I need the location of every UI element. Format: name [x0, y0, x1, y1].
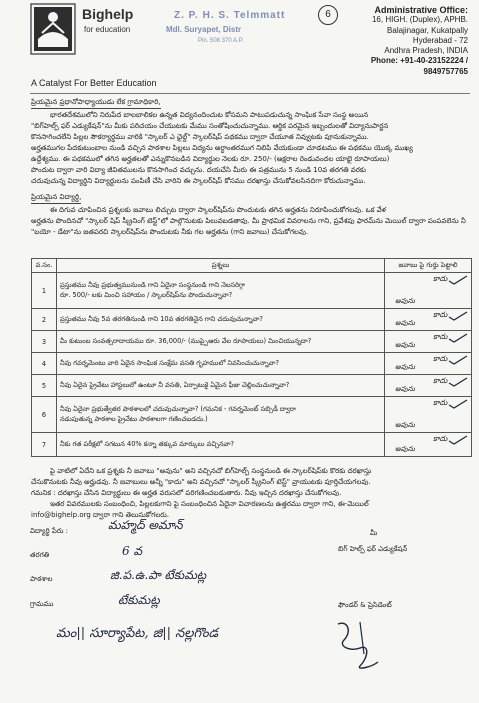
answer-cell[interactable] [385, 331, 472, 353]
table-row [32, 375, 472, 397]
question-line: మీ కుటుంబ సంవత్సరాదాయము రూ. 36,000/- (ముప్పైఆరు వేల రూపాయలు) మించియున్నదా? [60, 336, 312, 345]
col-header-number: వ.సం. [32, 259, 57, 273]
row-number: 5 [32, 375, 57, 397]
answer-no-marked: కాదు [433, 398, 448, 407]
question-line: నీకు గత పరీక్షలో సగటున 40% కన్నా తక్కువ మార్కులు వచ్చినవా? [60, 439, 235, 448]
answer-yes: అవును [395, 297, 415, 305]
answer-yes: అవును [395, 385, 415, 393]
salutation-student: ప్రియమైన విద్యార్థి, [31, 192, 81, 204]
table-row [32, 273, 472, 309]
answer-cell[interactable] [385, 353, 472, 375]
answer-yes: అవును [395, 421, 415, 429]
answer-yes: అవును [395, 445, 415, 453]
answer-yes: అవును [395, 341, 415, 349]
footer-text-line: చేసుకొనుటకు నీవు అర్హుడవు. నీ జవాబులు అన్నీ "కాదు" అని వచ్చినచో "స్కాలర్ స్క్రీనింగ్ టెస్ట్" వ్రాయుటకు పూర్తిచేయగలవు. [31, 478, 371, 486]
question-line: నీవు ఏదైనా ప్రభుత్వేతర పాఠశాలలో చదువుచున్నావా? (గమనిక - గవర్నమెంట్ సబ్సిడీ ద్వారా [60, 404, 296, 413]
admin-line-3: Hyderabad - 72 [412, 35, 468, 45]
col-header-answer: జవాబు పై గుర్తు పెట్టాలి [385, 259, 472, 273]
letter-para2-line: "బయో - డేటా"ను జతపరచి స్కాలర్‌షిప్‌ను పొందుటకు నీకు గల అర్హతను (గాని జవాబు) చేసుకోగలవు. [31, 228, 309, 236]
footer-text-line: గమనిక : దరఖాస్తు చేసిన విద్యార్థులు ఈ అర్హత వరుసలో పరిగణించబడుతారు. నీవు ఇచ్చిన దరఖాస్తు చేసుకోగలవు. [31, 489, 342, 497]
brand-name: Bighelp [82, 6, 134, 22]
row-number: 3 [32, 331, 57, 353]
admin-phone: Phone: +91-40-23152224 / 9849757765 [370, 56, 468, 76]
answer-no-marked: కాదు [433, 274, 448, 283]
question-line: ప్రస్తుతము నీవు 5వ తరగతినుండి గాని 10వ తరగతినైన గాని చదువుచున్నావా? [60, 314, 263, 323]
checkmark-icon [448, 377, 468, 387]
checkmark-icon [448, 311, 468, 321]
answer-no-marked: కాదు [433, 376, 448, 385]
stamp-line-2: Mdl. Suryapet, Distr [166, 25, 242, 34]
question-line: నీవు ఏదైన ప్రైవేటు హాస్టలులో ఉంటూ నీ వసతి, ఏర్పాటుకై ఏమైన ఫీజు చెల్లించుచున్నావా? [60, 380, 290, 389]
signoff-role: ఫౌండర్ & ప్రెసిడెంట్ [338, 601, 392, 609]
row-number: 2 [32, 309, 57, 331]
village-label: గ్రామము [30, 600, 54, 608]
table-header-row [32, 259, 472, 273]
answer-no-marked: కాదు [433, 310, 448, 319]
brand-subtitle: for education [84, 25, 131, 34]
salutation-headmaster: ప్రియమైన ప్రధానోపాధ్యాయుడు లేక గ్రామాధికారి, [31, 97, 161, 109]
letter-para1-line: కొనసాగించలేని పిల్లల సౌకర్యార్థము వారికి "స్కాలర్ ఎ ఛైల్డ్" స్కాలర్‌షిప్ పథకము ద్వారా చేయూత నివ్వుటకు పూనుకున్నాము. [31, 133, 369, 141]
signature-scribble [330, 614, 400, 674]
letter-para1-line: అర్హతముగల పేదకుటుంబాల నుండి వచ్చిన పాఠశాల పిల్లలు విద్యను అర్ధాంతరముగ నిలిపి వేయకుండా చూడటము ఈ పథకము యొక్క ముఖ్య [31, 144, 413, 152]
question-cell [57, 375, 385, 397]
checkmark-icon [448, 355, 468, 365]
school-stamp [162, 8, 314, 52]
bighelp-logo-icon [30, 3, 76, 55]
school-label: పాఠశాల [30, 575, 53, 583]
village-value[interactable]: టేకుమట్ల [118, 593, 160, 607]
question-line: రూ. 500/- లకు మించి సహాయం / స్కాలర్‌షిప్‌ను పొందుచున్నావా? [60, 290, 233, 299]
letter-para1-line: భారతదేశములోని నిరుపేద బాలబాలికల ఉన్నత విద్యనందించుట కోసమని పాటుపడుచున్న సాంఘిక సేవా సంస్థ అయిన [50, 111, 369, 119]
question-cell [57, 353, 385, 375]
answer-cell[interactable] [385, 397, 472, 433]
admin-line-2: Balajinagar, Kukatpally [387, 25, 468, 35]
student-name-value[interactable]: మహ్మద్ అమాన్ [108, 518, 183, 532]
header-divider [30, 93, 470, 94]
answer-yes: అవును [395, 363, 415, 371]
letter-para1-line: చదువుచున్న విద్యార్థిని విద్యార్థులను పంపిణీ చేసి వారిని ఈ స్కాలర్‌షిప్ కోసము దరఖాస్తు చేసుకోవలసినదిగా కోరుచున్నాము. [31, 177, 366, 185]
class-label: తరగతి [30, 551, 50, 559]
question-cell [57, 309, 385, 331]
checkmark-icon [448, 275, 468, 285]
col-header-question: ప్రశ్నలు [57, 259, 385, 273]
signoff-yours: మీ [370, 529, 378, 537]
tagline: A Catalyst For Better Education [31, 78, 157, 88]
answer-yes: అవును [395, 319, 415, 327]
question-line: నడుపుతున్న పాఠశాల ప్రైవేటు పాఠశాలగా గణించబడదు.) [60, 414, 208, 423]
table-row [32, 353, 472, 375]
question-cell [57, 397, 385, 433]
admin-line-4: Andhra Pradesh, INDIA [384, 46, 468, 56]
row-number: 4 [32, 353, 57, 375]
table-row [32, 309, 472, 331]
row-number: 6 [32, 397, 57, 433]
question-line: ప్రస్తుతము నీవు ప్రభుత్వమునుండి గాని ఏదైనా సంస్థనుండి గాని నెలసరిగ్గా [60, 280, 246, 289]
checkmark-icon [448, 399, 468, 409]
checkmark-icon [448, 333, 468, 343]
footer-text-line: పై వాటిలో ఏదేని ఒక ప్రశ్నకు నీ జవాబు "అవును" అని వచ్చినచో బిగ్‌హెల్ప్ సంస్థనుండి ఈ స్కాలర్‌షిప్‌కు కొరకు దరఖాస్తు [50, 467, 372, 475]
admin-title: Administrative Office: [374, 5, 468, 15]
answer-cell[interactable] [385, 433, 472, 457]
footer-text-line: info@bighelp.org ద్వారా గాని తెలుసుకోగలరు. [31, 511, 170, 519]
answer-no-marked: కాదు [433, 332, 448, 341]
class-value[interactable]: 6 వ [122, 544, 142, 558]
student-name-label: విద్యార్థి పేరు : [30, 527, 68, 535]
question-cell [57, 331, 385, 353]
row-number: 1 [32, 273, 57, 309]
stamp-line-1: Z. P. H. S. Telmmatt [174, 10, 286, 21]
table-row [32, 331, 472, 353]
school-value[interactable]: జి.ప.ఉ.పా టేకుమట్ల [110, 568, 207, 582]
admin-office-address [344, 5, 468, 77]
circled-number: 6 [318, 5, 338, 25]
answer-no-marked: కాదు [433, 354, 448, 363]
letter-para2-line: అర్హతను పొందినచో "స్కాలర్ షిప్ స్క్రీనింగ్ టెస్ట్"లో పాల్గొనుటకు పిలువబడతావు. మీ ప్రాథమిక వివరాలను గాని, ప్రవేశపు ఫారమ్‌ను మెయిల్ ద్వారా పంపవలెను నీ [31, 217, 466, 225]
questions-table [31, 258, 472, 457]
answer-cell[interactable] [385, 309, 472, 331]
table-row [32, 433, 472, 457]
question-cell [57, 433, 385, 457]
answer-no-marked: కాదు [433, 434, 448, 443]
answer-cell[interactable] [385, 273, 472, 309]
signoff-organization: బిగ్ హెల్ప్ ఫర్ ఎడ్యుకేషన్ [338, 545, 408, 553]
letter-para1-line: ఉద్దేశ్యము. ఈ పథకములో తగిన అర్హతలతో ఎన్నుకొనబడిన విద్యార్థుల నెలకు రూ. 250/- (అక్షరాల రెండువందల యాభై రూపాయలు) [31, 155, 390, 163]
answer-cell[interactable] [385, 375, 472, 397]
question-cell [57, 273, 385, 309]
letter-para2-line: ఈ దిగువ చూపించిన ప్రశ్నలకు జవాబు లిచ్చుట ద్వారా స్కాలర్‌షిప్‌ను పొందుటకు తగిన అర్హతను నిరూపించుకోగలవు. ఒక వేళ [50, 206, 387, 214]
stamp-line-3: Pin. 508 370 A.P. [198, 38, 244, 44]
table-row [32, 397, 472, 433]
row-number: 7 [32, 433, 57, 457]
letter-para1-line: "బిగ్‌హెల్ప్ ఫర్ ఎడ్యుకేషన్"ను మీకు పరిచయం చేయుటకు మేము సంతోషించుచున్నాము. ఆర్థిక పరమైన ఇబ్బందులతో విద్యానుపార్జన [31, 122, 389, 130]
checkmark-icon [448, 435, 468, 445]
admin-line-1: 16, HIGH. (Duplex), APHB. [371, 15, 468, 25]
question-line: నీవు గవర్నమెంటు వారి ఏదైన సాంఘిక సంక్షేమ వసతి గృహములో నివసించుచున్నావా? [60, 358, 280, 367]
address-value[interactable]: మం|| సూర్యాపేట, జి|| నల్లగొండ [56, 626, 219, 641]
letter-para1-line: పొందుట ద్వారా వారి విద్యా జీవితములను కొనసాగించ వచ్చును. దయచేసి మీరు ఈ పత్రమును 5 నుండి 10వ తరగతి వరకు [31, 166, 366, 174]
footer-text-line: ఇతర వివరములకు సంబంధించి, పిల్లలకుగాని పై సంబంధించిన ఏదైనా విచారణలను ఉత్తరము ద్వారా గాని, ఈ-మెయిల్ [50, 500, 369, 508]
